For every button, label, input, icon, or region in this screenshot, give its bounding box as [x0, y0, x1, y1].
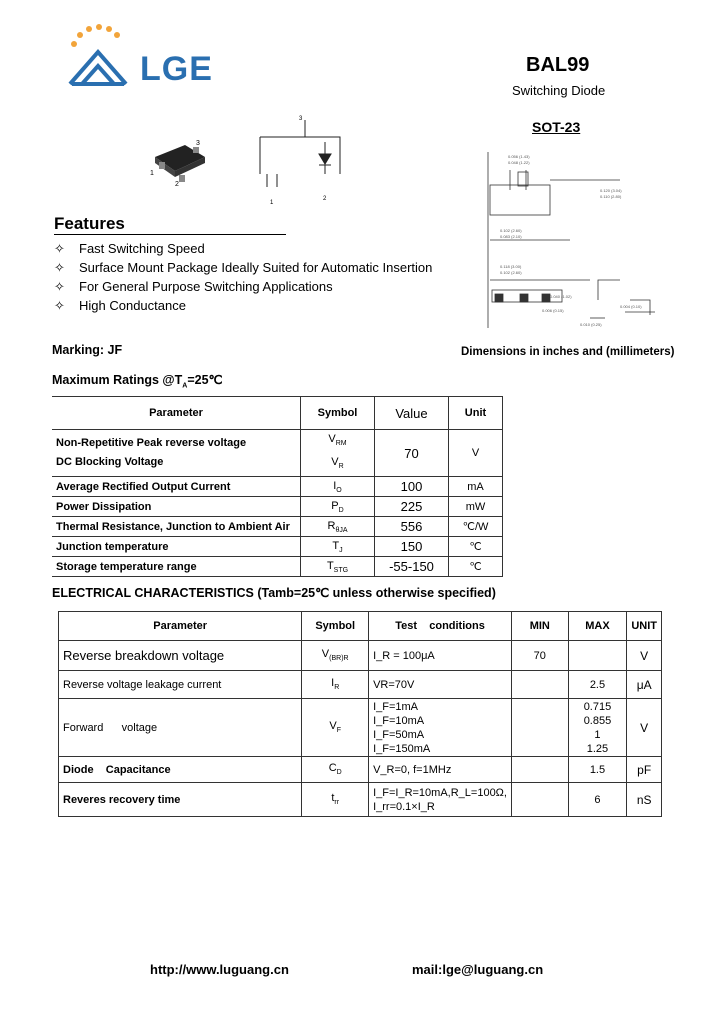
table-row: Forward voltage $V_F$ I_F=1mA I_F=10mA I_F=50mA I_F=150mA 0.715 0.855 1 1.25 V	[59, 699, 662, 757]
features-heading: Features	[54, 214, 286, 235]
circuit-schematic	[255, 112, 350, 207]
svg-text:2: 2	[323, 196, 327, 202]
table-row: Thermal Resistance, Junction to Ambient Air $R_{\theta JA}$ 556 ℃/W	[52, 517, 503, 537]
svg-text:0.048 (1.22): 0.048 (1.22)	[508, 160, 530, 165]
package-illustration	[145, 135, 215, 190]
website-link[interactable]: http://www.luguang.cn	[150, 962, 289, 977]
pin-label-3: 3	[196, 140, 200, 147]
col-header: Parameter	[59, 612, 302, 641]
table-row: Power Dissipation $P_D$ 225 mW	[52, 497, 503, 517]
col-header: UNIT	[627, 612, 662, 641]
svg-text:0.004 (0.10): 0.004 (0.10)	[620, 304, 642, 309]
col-header: Unit	[449, 397, 503, 430]
svg-text:0.102 (2.60): 0.102 (2.60)	[500, 270, 522, 275]
list-item: ✧ For General Purpose Switching Applications	[54, 279, 333, 294]
svg-text:0.102 (2.60): 0.102 (2.60)	[500, 228, 522, 233]
table-row: Reveres recovery time $t_{rr}$ I_F=I_R=10mA,R_L=100Ω, I_rr=0.1×I_R 6 nS	[59, 783, 662, 817]
svg-text:3: 3	[299, 116, 303, 122]
table-row: Junction temperature $T_J$ 150 ℃	[52, 537, 503, 557]
dimensions-note: Dimensions in inches and (millimeters)	[461, 346, 675, 358]
features-list	[54, 241, 432, 317]
electrical-heading: ELECTRICAL CHARACTERISTICS (Tamb=25℃ unless otherwise specified)	[52, 586, 496, 600]
package-name: SOT-23	[532, 119, 581, 135]
table-row: Average Rectified Output Current $I_O$ 100 mA	[52, 477, 503, 497]
svg-text:1: 1	[270, 200, 274, 206]
col-header: Test conditions	[369, 612, 512, 641]
table-row: Reverse voltage leakage current $I_R$ VR=70V 2.5 μA	[59, 671, 662, 699]
table-row: Non-Repetitive Peak reverse voltage DC Blocking Voltage $V_{RM}$ $V_R$ 70 V	[52, 430, 503, 477]
dimension-drawing	[480, 150, 660, 330]
max-ratings-heading: Maximum Ratings $@T_A=25℃$	[52, 373, 223, 390]
marking: Marking: JF	[52, 343, 123, 357]
logo	[62, 22, 242, 92]
svg-text:0.120 (3.04): 0.120 (3.04)	[600, 188, 622, 193]
list-item: ✧ High Conductance	[54, 298, 186, 313]
list-item: ✧ Fast Switching Speed	[54, 241, 205, 256]
logo-mark-icon	[62, 22, 142, 92]
svg-text:0.083 (2.10): 0.083 (2.10)	[500, 234, 522, 239]
email-link[interactable]: mail:lge@luguang.cn	[412, 962, 544, 977]
part-number: BAL99	[526, 54, 590, 76]
col-header: MAX	[568, 612, 627, 641]
col-header: Parameter	[52, 397, 301, 430]
diamond-bullet-icon: ✧	[54, 298, 65, 313]
svg-text:0.010 (0.25): 0.010 (0.25)	[580, 322, 602, 327]
col-header: MIN	[511, 612, 568, 641]
svg-text:0.118 (3.00): 0.118 (3.00)	[500, 264, 522, 269]
electrical-table	[58, 611, 662, 817]
col-header: Symbol	[301, 397, 375, 430]
table-row: Reverse breakdown voltage $V_{(BR)R}$ I_R = 100μA 70 V	[59, 641, 662, 671]
pin-label-1: 1	[150, 170, 154, 177]
svg-text:0.006 (0.15): 0.006 (0.15)	[542, 308, 564, 313]
diamond-bullet-icon: ✧	[54, 279, 65, 294]
table-row: Storage temperature range $T_{STG}$ -55-150 ℃	[52, 557, 503, 577]
max-ratings-table	[52, 396, 503, 577]
col-header: Symbol	[302, 612, 369, 641]
logo-text: LGE	[140, 50, 213, 88]
svg-text:0.110 (2.80): 0.110 (2.80)	[600, 194, 622, 199]
table-row: Diode Capacitance $C_D$ V_R=0, f=1MHz 1.5 pF	[59, 757, 662, 783]
part-type: Switching Diode	[512, 83, 606, 98]
col-header: Value	[375, 397, 449, 430]
diamond-bullet-icon: ✧	[54, 260, 65, 275]
pin-label-2: 2	[175, 181, 179, 188]
diamond-bullet-icon: ✧	[54, 241, 65, 256]
svg-text:0.040 (1.02): 0.040 (1.02)	[550, 294, 572, 299]
svg-text:0.056 (1.43): 0.056 (1.43)	[508, 154, 530, 159]
list-item: ✧ Surface Mount Package Ideally Suited for Automatic Insertion	[54, 260, 433, 275]
